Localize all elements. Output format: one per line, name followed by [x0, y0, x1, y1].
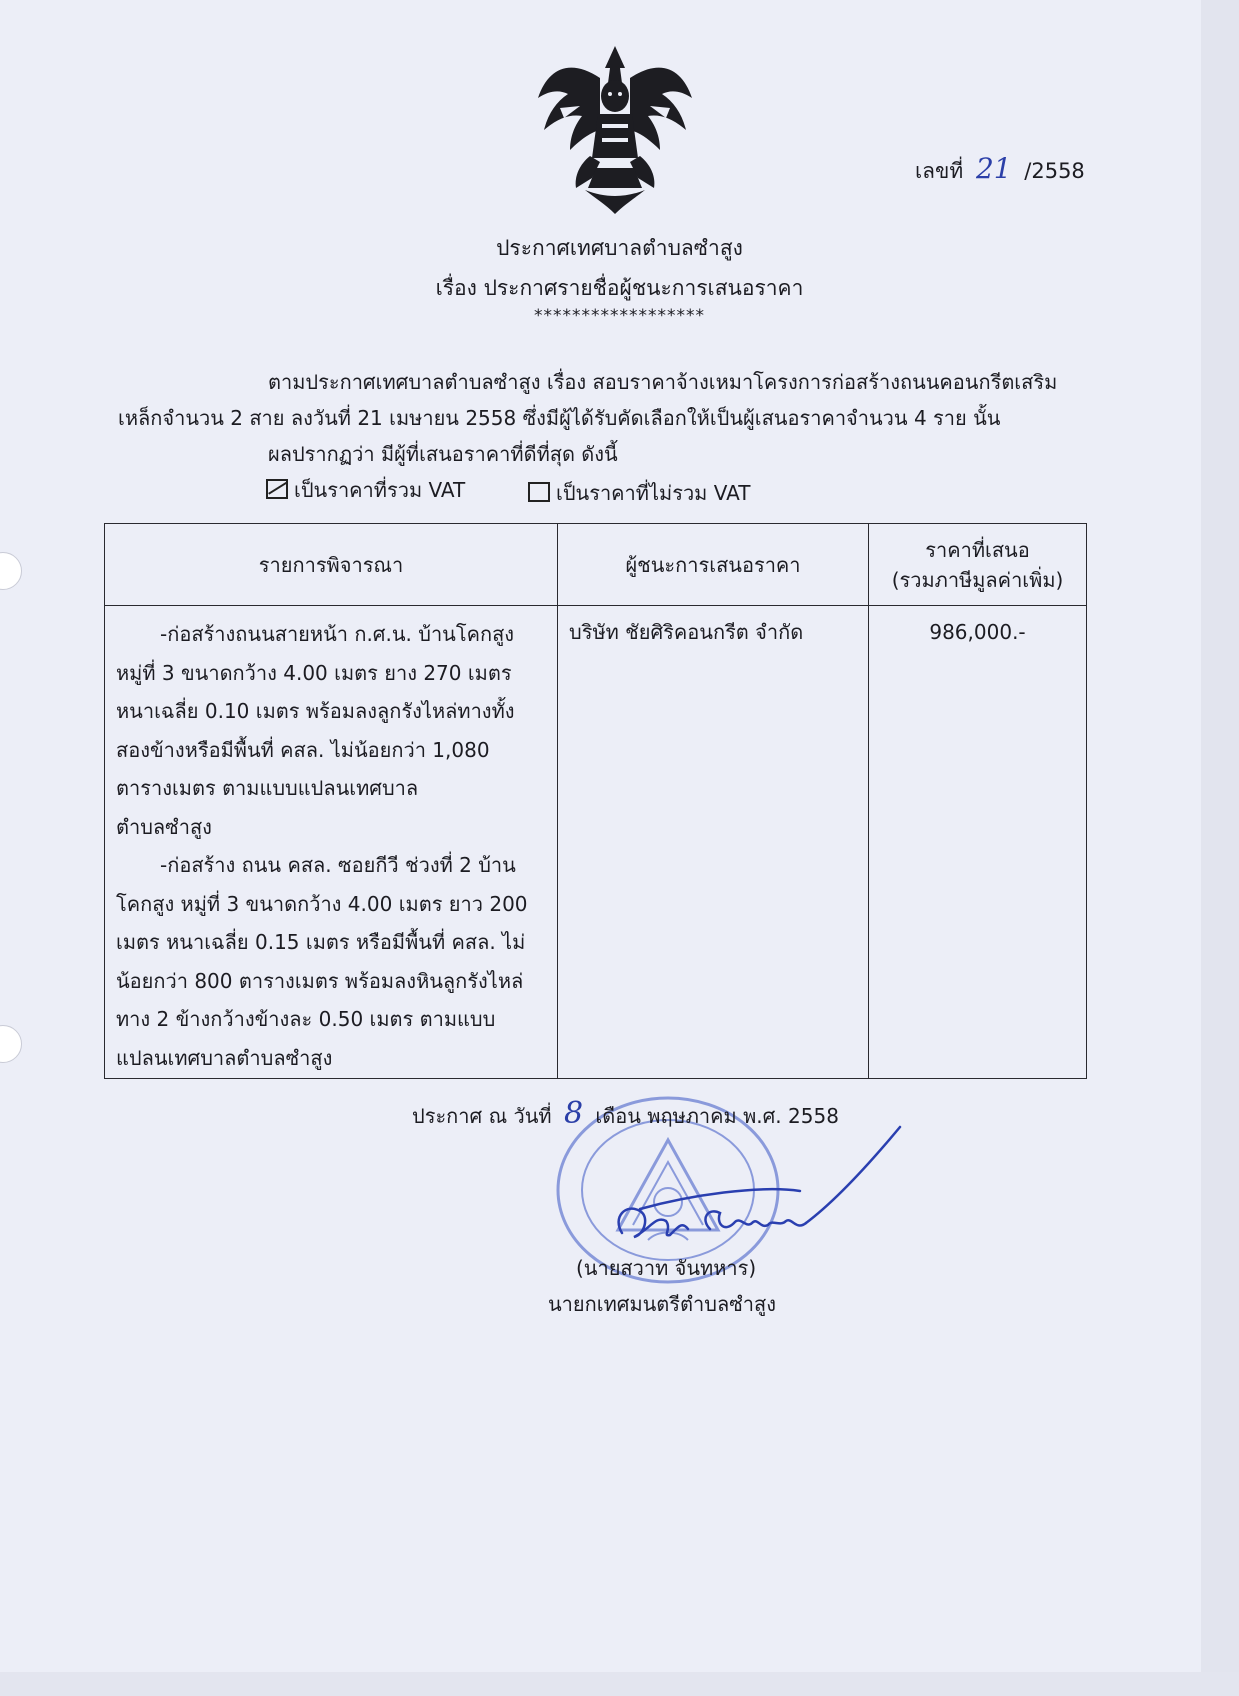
signature-icon: [600, 1125, 910, 1255]
doc-number-handwritten: 21: [975, 152, 1012, 185]
doc-number-year: /2558: [1024, 159, 1085, 183]
item2-line: โคกสูง หมู่ที่ 3 ขนาดกว้าง 4.00 เมตร ยาว 200: [116, 891, 528, 916]
winner-cell: [558, 606, 869, 1079]
title-separator: ******************: [534, 306, 705, 326]
announce-suffix: เดือน พฤษภาคม พ.ศ. 2558: [595, 1104, 839, 1128]
winner-name: บริษัท ชัยศิริคอนกรีต จำกัด: [569, 620, 804, 644]
items-cell: [105, 606, 558, 1079]
item2-line: -ก่อสร้าง ถนน คสล. ซอยกีวี ช่วงที่ 2 บ้าน: [160, 853, 516, 877]
offered-price: 986,000.-: [929, 620, 1026, 644]
vat-excluded-option: [528, 477, 750, 509]
item1-line: หมู่ที่ 3 ขนาดกว้าง 4.00 เมตร ยาง 270 เมตร: [116, 660, 512, 685]
garuda-emblem-icon: [530, 38, 700, 218]
vat-included-checkbox: [266, 479, 288, 499]
announce-prefix: ประกาศ ณ วันที่: [412, 1104, 552, 1128]
item2-line: เมตร หนาเฉลี่ย 0.15 เมตร หรือมีพื้นที่ คสล. ไม่: [116, 930, 526, 954]
vat-excluded-label: เป็นราคาที่ไม่รวม VAT: [556, 481, 751, 505]
item1-line: สองข้างหรือมีพื้นที่ คสล. ไม่น้อยกว่า 1,080: [116, 737, 490, 762]
price-cell: [869, 606, 1087, 1079]
header-price-line-1: ราคาที่เสนอ: [925, 537, 1030, 562]
header-winner: ผู้ชนะการเสนอราคา: [558, 524, 869, 606]
document-number: [915, 152, 1085, 188]
title-line-1: ประกาศเทศบาลตำบลซำสูง: [496, 236, 743, 260]
item2-line: แปลนเทศบาลตำบลซำสูง: [116, 1045, 333, 1070]
paragraph-line-2: เหล็กจำนวน 2 สาย ลงวันที่ 21 เมษายน 2558 ซึ่งมีผู้ได้รับคัดเลือกให้เป็นผู้เสนอราคาจำนวน 4 ราย นั้น: [118, 406, 1001, 430]
vat-excluded-checkbox: [528, 482, 550, 502]
paper-bottom-strip: [0, 1672, 1239, 1696]
doc-number-label: เลขที่: [915, 159, 964, 183]
signer-name: (นายสวาท จันทหาร): [576, 1256, 757, 1280]
item1-line: หนาเฉลี่ย 0.10 เมตร พร้อมลงลูกรังไหล่ทางทั้ง: [116, 699, 515, 723]
item1-line: -ก่อสร้างถนนสายหน้า ก.ศ.น. บ้านโคกสูง: [160, 622, 515, 646]
table-header-row: [105, 524, 1087, 606]
results-table: [104, 523, 1087, 1079]
paragraph-line-1: ตามประกาศเทศบาลตำบลซำสูง เรื่อง สอบราคาจ้างเหมาโครงการก่อสร้างถนนคอนกรีตเสริม: [268, 370, 1058, 394]
table-row: [105, 606, 1087, 1079]
item2-line: น้อยกว่า 800 ตารางเมตร พร้อมลงหินลูกรังไหล่: [116, 968, 524, 993]
item1-line: ตารางเมตร ตามแบบแปลนเทศบาล: [116, 776, 419, 800]
punch-hole-top: [0, 552, 22, 590]
punch-hole-bottom: [0, 1025, 22, 1063]
signer-title: นายกเทศมนตรีตำบลซำสูง: [548, 1292, 776, 1316]
title-line-2: เรื่อง ประกาศรายชื่อผู้ชนะการเสนอราคา: [435, 276, 804, 300]
announce-day-handwritten: 8: [563, 1096, 584, 1131]
header-price-line-2: (รวมภาษีมูลค่าเพิ่ม): [891, 567, 1064, 592]
item2-line: ทาง 2 ข้างกว้างข้างละ 0.50 เมตร ตามแบบ: [116, 1007, 496, 1031]
vat-included-label: เป็นราคาที่รวม VAT: [294, 478, 466, 502]
header-items: รายการพิจารณา: [105, 524, 558, 606]
header-price: [869, 524, 1087, 606]
paragraph-line-3: ผลปรากฏว่า มีผู้ที่เสนอราคาที่ดีที่สุด ดังนี้: [268, 442, 618, 466]
item1-line: ตำบลซำสูง: [116, 814, 212, 839]
vat-included-option: [266, 474, 465, 506]
